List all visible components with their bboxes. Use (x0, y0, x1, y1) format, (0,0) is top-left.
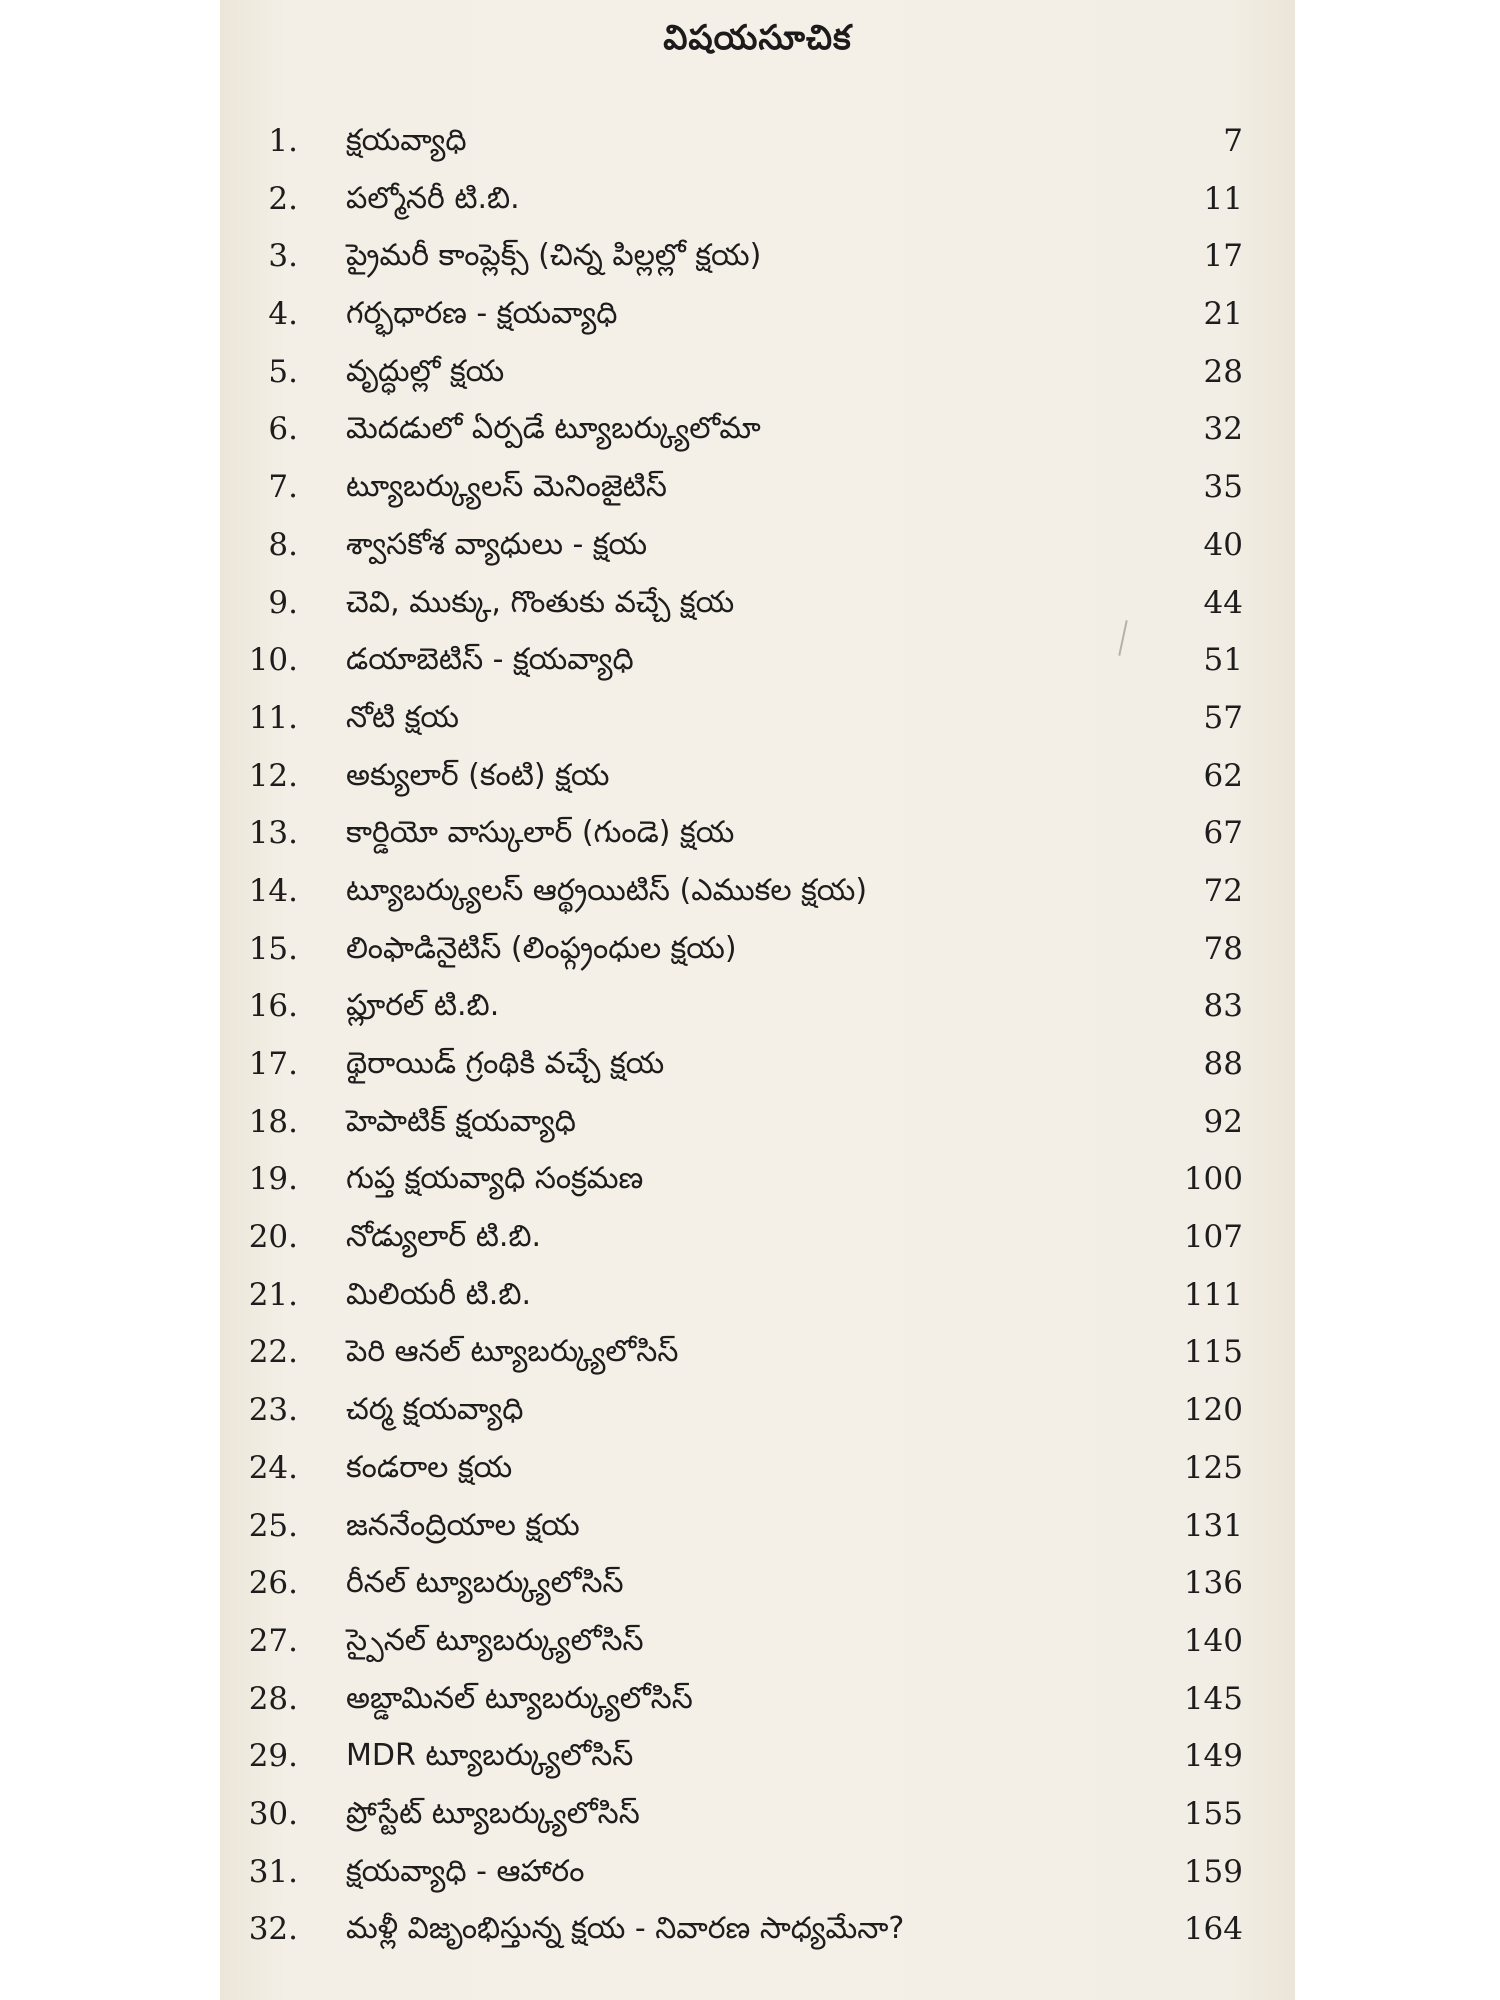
toc-entry (220, 1269, 1295, 1327)
toc-entry (220, 1846, 1295, 1904)
toc-entry (220, 1673, 1295, 1731)
chapter-title: పల్మోనరీ టి.బి. (346, 180, 520, 216)
page-number: 21 (1203, 296, 1243, 333)
page-number: 62 (1203, 757, 1243, 794)
toc-entry (220, 750, 1295, 808)
page-number: 155 (1183, 1795, 1243, 1832)
chapter-number: 17. (248, 1046, 298, 1082)
page-number: 159 (1183, 1853, 1243, 1890)
chapter-number: 32. (248, 1911, 298, 1948)
page-number: 131 (1183, 1507, 1243, 1544)
chapter-title: మిలియరీ టి.బి. (346, 1276, 531, 1312)
book-page (220, 0, 1295, 2000)
page-number: 100 (1183, 1161, 1243, 1198)
chapter-number: 20. (248, 1219, 298, 1256)
chapter-number: 13. (248, 815, 298, 852)
chapter-number: 25. (248, 1507, 298, 1544)
toc-entry (220, 1730, 1295, 1788)
chapter-number: 6. (268, 411, 298, 448)
toc-entry (220, 1500, 1295, 1558)
chapter-title: ప్లూరల్ టి.బి. (346, 988, 500, 1024)
page-number: 140 (1183, 1622, 1243, 1659)
toc-entry (220, 173, 1295, 231)
page-number: 120 (1183, 1392, 1243, 1429)
toc-entry (220, 1326, 1295, 1384)
page-number: 44 (1203, 584, 1243, 621)
toc-entry (220, 1096, 1295, 1154)
chapter-title: వృద్ధుల్లో క్షయ (346, 353, 505, 389)
chapter-number: 11. (248, 699, 298, 736)
chapter-number: 14. (248, 872, 298, 909)
chapter-number: 23. (248, 1392, 298, 1429)
chapter-number: 31. (248, 1853, 298, 1890)
chapter-number: 15. (248, 930, 298, 967)
chapter-title: థైరాయిడ్ గ్రంథికి వచ్చే క్షయ (346, 1046, 665, 1081)
chapter-number: 2. (268, 180, 298, 217)
chapter-number: 29. (248, 1738, 298, 1775)
table-of-contents (220, 115, 1295, 1961)
toc-entry (220, 1442, 1295, 1500)
chapter-title: MDR ట్యూబర్క్యులోసిస్ (346, 1738, 634, 1774)
chapter-number: 30. (248, 1795, 298, 1832)
chapter-title: పెరి ఆనల్ ట్యూబర్క్యులోసిస్ (346, 1334, 679, 1370)
toc-entry (220, 346, 1295, 404)
chapter-title: ప్రైమరీ కాంప్లెక్స్ (చిన్న పిల్లల్లో క్షయ) (346, 238, 762, 274)
chapter-number: 24. (248, 1449, 298, 1486)
page-number: 7 (1223, 123, 1243, 159)
page-number: 149 (1183, 1738, 1243, 1775)
chapter-title: అక్యులార్ (కంటి) క్షయ (346, 757, 610, 793)
toc-entry (220, 1384, 1295, 1442)
toc-entry (220, 1557, 1295, 1615)
chapter-number: 28. (248, 1680, 298, 1717)
chapter-number: 19. (248, 1161, 298, 1198)
page-number: 78 (1203, 930, 1243, 967)
page-number: 72 (1203, 872, 1243, 909)
chapter-title: ట్యూబర్క్యులస్ ఆర్థ్రయిటిస్ (ఎముకల క్షయ) (346, 872, 868, 908)
page-number: 51 (1203, 642, 1243, 679)
toc-entry (220, 577, 1295, 635)
chapter-title: గర్భధారణ - క్షయవ్యాధి (346, 296, 618, 332)
toc-entry (220, 1903, 1295, 1961)
chapter-number: 27. (248, 1622, 298, 1659)
toc-entry (220, 1153, 1295, 1211)
chapter-title: నోటి క్షయ (346, 699, 459, 735)
page-number: 136 (1183, 1565, 1243, 1602)
chapter-number: 3. (268, 238, 298, 275)
chapter-number: 5. (268, 353, 298, 390)
toc-entry (220, 230, 1295, 288)
toc-entry (220, 634, 1295, 692)
toc-entry (220, 115, 1295, 173)
toc-entry (220, 1615, 1295, 1673)
chapter-title: స్పైనల్ ట్యూబర్క్యులోసిస్ (346, 1622, 644, 1658)
page-number: 115 (1183, 1334, 1243, 1371)
page-number: 67 (1203, 815, 1243, 852)
chapter-title: లింఫాడినైటిస్ (లింఫ్గ్రంధుల క్షయ) (346, 930, 737, 966)
page-number: 32 (1203, 411, 1243, 448)
toc-entry (220, 519, 1295, 577)
chapter-title: జననేంద్రియాల క్షయ (346, 1507, 580, 1543)
chapter-number: 4. (268, 296, 298, 333)
page-number: 57 (1203, 699, 1243, 736)
chapter-title: చెవి, ముక్కు, గొంతుకు వచ్చే క్షయ (346, 584, 735, 620)
chapter-number: 26. (248, 1565, 298, 1602)
chapter-title: డయాబెటిస్ - క్షయవ్యాధి (346, 642, 634, 678)
chapter-number: 22. (248, 1334, 298, 1371)
chapter-number: 8. (268, 526, 298, 563)
chapter-number: 16. (248, 988, 298, 1025)
chapter-title: అబ్డామినల్ ట్యూబర్క్యులోసిస్ (346, 1680, 693, 1716)
toc-entry (220, 1038, 1295, 1096)
toc-entry (220, 980, 1295, 1038)
chapter-title: క్షయవ్యాధి (346, 123, 467, 158)
chapter-number: 10. (248, 642, 298, 679)
page-number: 92 (1203, 1103, 1243, 1140)
chapter-title: కార్డియో వాస్కులార్ (గుండె) క్షయ (346, 815, 735, 851)
page-number: 145 (1183, 1680, 1243, 1717)
page-number: 125 (1183, 1449, 1243, 1486)
chapter-title: నోడ్యులార్ టి.బి. (346, 1219, 542, 1255)
page-number: 11 (1203, 180, 1243, 217)
chapter-title: కండరాల క్షయ (346, 1449, 513, 1485)
chapter-number: 9. (268, 584, 298, 621)
page-number: 35 (1203, 469, 1243, 506)
toc-entry (220, 807, 1295, 865)
chapter-title: క్షయవ్యాధి - ఆహారం (346, 1853, 585, 1889)
chapter-number: 7. (268, 469, 298, 506)
chapter-title: శ్వాసకోశ వ్యాధులు - క్షయ (346, 526, 648, 562)
toc-entry (220, 692, 1295, 750)
chapter-title: చర్మ క్షయవ్యాధి (346, 1392, 524, 1428)
chapter-title: ట్యూబర్క్యులస్ మెనింజైటిస్ (346, 469, 667, 505)
toc-entry (220, 461, 1295, 519)
chapter-title: మెదడులో ఏర్పడే ట్యూబర్క్యులోమా (346, 411, 761, 447)
page-number: 164 (1183, 1911, 1243, 1948)
chapter-title: మళ్లీ విజృంభిస్తున్న క్షయ - నివారణ సాధ్యమేనా? (346, 1911, 905, 1947)
chapter-title: గుప్త క్షయవ్యాధి సంక్రమణ (346, 1161, 644, 1197)
chapter-number: 12. (248, 757, 298, 794)
page-number: 107 (1183, 1219, 1243, 1256)
toc-entry (220, 865, 1295, 923)
page-number: 28 (1203, 353, 1243, 390)
page-number: 88 (1203, 1046, 1243, 1082)
chapter-number: 21. (248, 1276, 298, 1313)
toc-entry (220, 923, 1295, 981)
chapter-title: హెపాటిక్ క్షయవ్యాధి (346, 1103, 576, 1139)
chapter-number: 18. (248, 1103, 298, 1140)
page-number: 40 (1203, 526, 1243, 563)
chapter-title: ప్రోస్టేట్ ట్యూబర్క్యులోసిస్ (346, 1795, 640, 1831)
page-number: 17 (1203, 238, 1243, 275)
page-number: 83 (1203, 988, 1243, 1025)
toc-entry (220, 403, 1295, 461)
chapter-number: 1. (268, 123, 298, 159)
chapter-title: రీనల్ ట్యూబర్క్యులోసిస్ (346, 1565, 624, 1601)
page-number: 111 (1183, 1276, 1243, 1313)
toc-entry (220, 1788, 1295, 1846)
toc-entry (220, 1211, 1295, 1269)
page-title: విషయసూచిక (663, 18, 852, 58)
toc-entry (220, 288, 1295, 346)
